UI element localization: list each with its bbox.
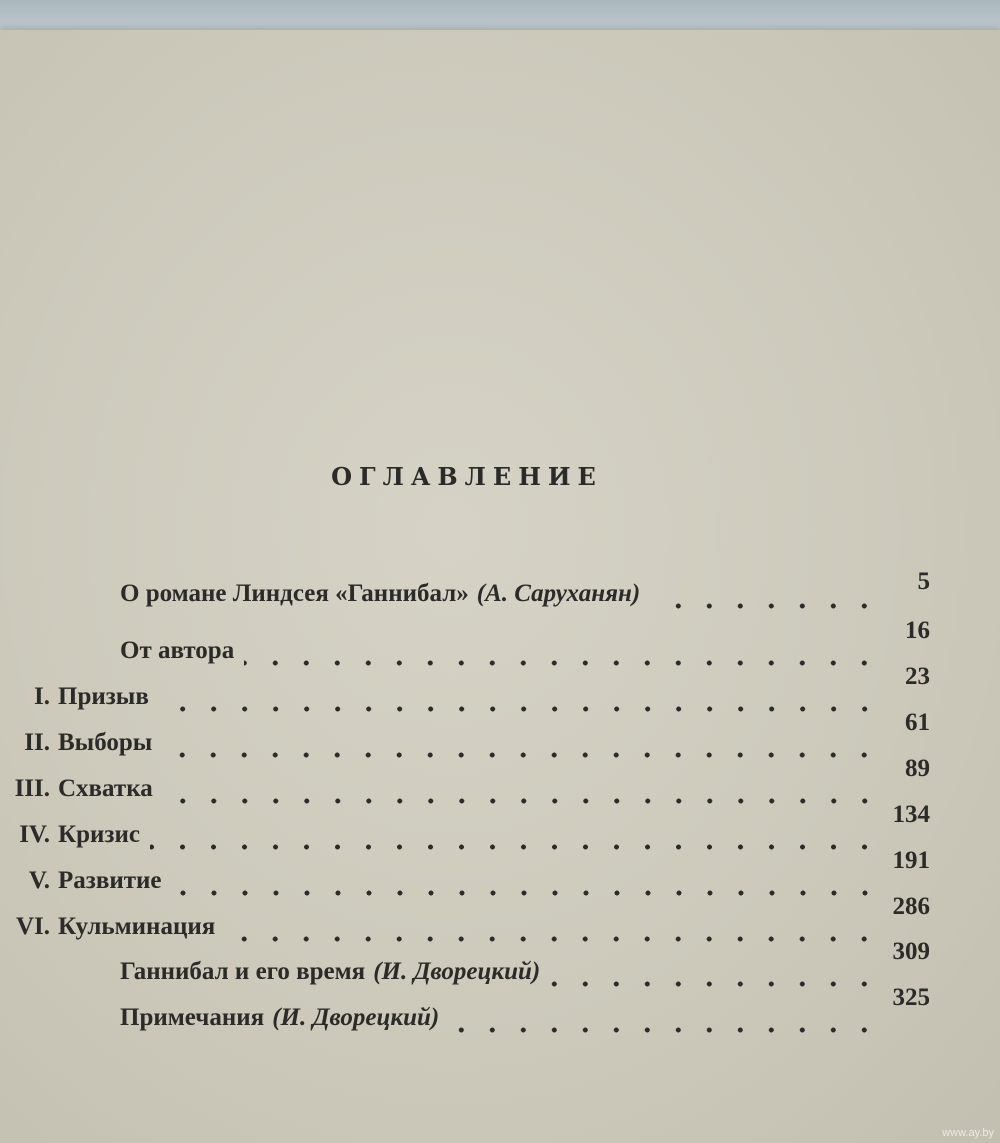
- entry-page-number: 286: [892, 893, 930, 920]
- toc-entry: [120, 617, 930, 677]
- entry-title: Кульминация: [58, 913, 216, 940]
- dot-leader: [650, 601, 880, 611]
- entry-author: (И. Дворецкий): [272, 1004, 440, 1031]
- entry-author: (А. Саруханян): [476, 580, 641, 607]
- toc-entry: [0, 893, 930, 953]
- entry-title: Схватка: [58, 775, 153, 802]
- entry-page-number: 16: [905, 617, 930, 644]
- dot-leader: [150, 842, 880, 852]
- toc-entry: [120, 984, 930, 1044]
- entry-title: Выборы: [58, 729, 153, 756]
- entry-page-number: 23: [905, 663, 930, 690]
- dot-leader: [244, 658, 880, 668]
- chapter-number: V.: [28, 867, 50, 894]
- watermark: www.ay.by: [942, 1127, 994, 1139]
- toc-entry: [0, 709, 930, 769]
- chapter-number: IV.: [19, 821, 50, 848]
- toc-entry: [0, 847, 930, 907]
- chapter-number: II.: [24, 729, 50, 756]
- toc-entry: [120, 568, 930, 620]
- toc-entry: [0, 755, 930, 815]
- toc-entry: [0, 663, 930, 723]
- entry-title: Развитие: [58, 867, 162, 894]
- entry-page-number: 325: [892, 984, 930, 1011]
- entry-page-number: 309: [892, 938, 930, 965]
- dot-leader: [162, 750, 880, 760]
- dot-leader: [159, 704, 880, 714]
- chapter-number: VI.: [15, 913, 50, 940]
- dot-leader: [449, 1025, 880, 1035]
- entry-title: Примечания: [120, 1004, 265, 1031]
- entry-title: О романе Линдсея «Ганнибал»: [120, 580, 469, 607]
- dot-leader: [163, 796, 880, 806]
- entry-title: Кризис: [58, 821, 140, 848]
- entry-page-number: 61: [905, 709, 930, 736]
- entry-title: Призыв: [58, 683, 149, 710]
- entry-page-number: 134: [892, 801, 930, 828]
- dot-leader: [225, 934, 880, 944]
- entry-page-number: 191: [892, 847, 930, 874]
- toc-heading: ОГЛАВЛЕНИЕ: [331, 462, 603, 491]
- chapter-number: III.: [14, 775, 50, 802]
- entry-title: Ганнибал и его время: [120, 958, 366, 985]
- entry-page-number: 5: [917, 568, 930, 595]
- dot-leader: [172, 888, 880, 898]
- dot-leader: [550, 979, 880, 989]
- toc-entry: [0, 801, 930, 861]
- entry-author: (И. Дворецкий): [373, 958, 541, 985]
- entry-page-number: 89: [905, 755, 930, 782]
- toc-entry: [120, 938, 930, 998]
- chapter-number: I.: [34, 683, 50, 710]
- entry-title: От автора: [120, 637, 235, 664]
